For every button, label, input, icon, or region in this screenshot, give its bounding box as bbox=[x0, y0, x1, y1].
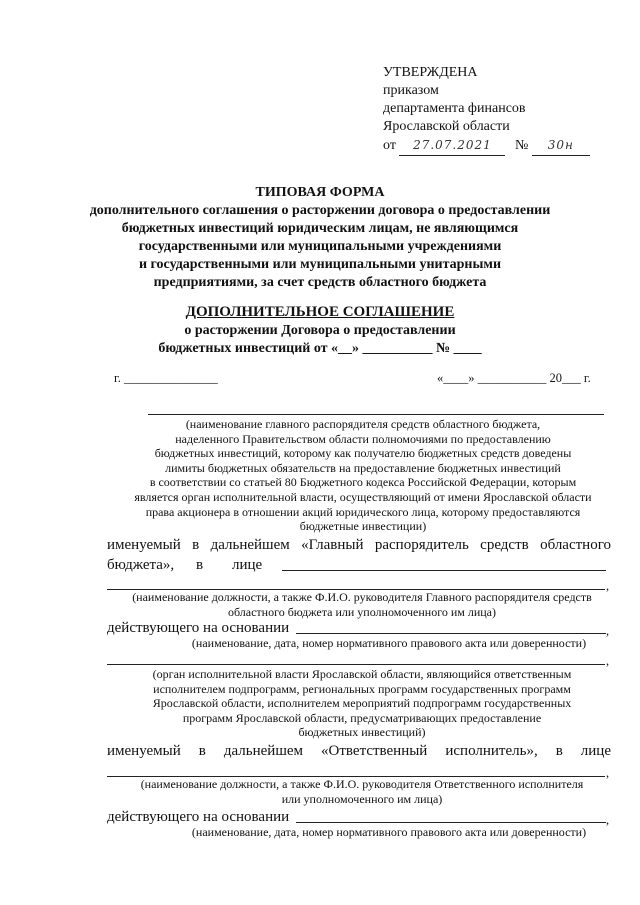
agreement-title-block bbox=[90, 303, 550, 358]
form-title-line: государственными или муниципальными учреждениями bbox=[138, 239, 502, 254]
form-title-line: бюджетных инвестиций юридическим лицам, не являющимся bbox=[121, 221, 519, 236]
approval-number-field bbox=[532, 136, 590, 156]
note-line: бюджетных инвестиций) bbox=[298, 725, 426, 740]
comma: , bbox=[606, 654, 610, 668]
basis-note-1: (наименование, дата, номер нормативного правового акта или доверенности) bbox=[191, 636, 587, 650]
approval-number-handwritten: 30н bbox=[547, 138, 574, 152]
comma: , bbox=[606, 813, 610, 827]
approval-number-label: № bbox=[514, 138, 529, 153]
blank-line-basis2 bbox=[296, 822, 606, 823]
note-line: бюджетные инвестиции) bbox=[299, 519, 427, 534]
note-line: в соответствии со статьей 80 Бюджетного кодекса Российской Федерации, которым bbox=[149, 475, 577, 490]
approval-from-label: от bbox=[383, 138, 396, 153]
note-line: (орган исполнительной власти Ярославской области, являющийся ответственным bbox=[152, 667, 572, 681]
approval-date-row bbox=[383, 136, 590, 156]
blank-line-main-distributor bbox=[148, 414, 604, 415]
named-main-line2-b: в bbox=[196, 557, 204, 573]
approval-date-field bbox=[399, 136, 505, 156]
comma: , bbox=[606, 766, 610, 780]
note-line: Ярославской области, исполнителем мероприятий подпрограмм государственных bbox=[152, 696, 572, 711]
approval-line-department: департамента финансов bbox=[383, 101, 526, 116]
note-line: (наименование должности, а также Ф.И.О. руководителя Ответственного исполнителя bbox=[140, 777, 584, 791]
responsible-note bbox=[107, 667, 617, 740]
note-line: программ Ярославской области, предусматривающих предоставление bbox=[182, 710, 542, 725]
acting-basis-label-1: действующего на основании bbox=[107, 620, 290, 636]
form-title-line: дополнительного соглашения о расторжении договора о предоставлении bbox=[89, 203, 551, 218]
note-line: или уполномоченного им лица) bbox=[281, 791, 443, 806]
agreement-subtitle-number: бюджетных инвестиций от «__» __________ № ____ bbox=[158, 341, 482, 356]
position-note-1 bbox=[107, 590, 617, 619]
note-line: областного бюджета или уполномоченного им лица) bbox=[227, 604, 497, 619]
basis-note-2: (наименование, дата, номер нормативного правового акта или доверенности) bbox=[191, 825, 587, 839]
approval-line-order: приказом bbox=[383, 83, 439, 98]
form-title bbox=[90, 184, 550, 292]
blank-line-person1a bbox=[282, 570, 606, 571]
note-line: является орган исполнительной власти, осуществляющий от имени Ярославской области bbox=[134, 489, 592, 504]
place-city: г. _______________ bbox=[114, 371, 218, 385]
note-line: (наименование должности, а также Ф.И.О. руководителя Главного распорядителя средств bbox=[132, 590, 592, 604]
note-line: бюджетных инвестиций, которому как получателю бюджетных средств доведены bbox=[154, 446, 572, 461]
approval-block bbox=[383, 64, 590, 156]
form-title-line: и государственными или муниципальными унитарными bbox=[138, 257, 502, 272]
form-title-heading: ТИПОВАЯ ФОРМА bbox=[255, 185, 385, 200]
comma: , bbox=[606, 579, 610, 593]
blank-line-responsible bbox=[107, 664, 605, 665]
comma: , bbox=[606, 624, 610, 638]
named-main-line2-a: бюджета», bbox=[107, 557, 175, 573]
agreement-title: ДОПОЛНИТЕЛЬНОЕ СОГЛАШЕНИЕ bbox=[185, 304, 455, 320]
place-date: «____» ___________ 20___ г. bbox=[437, 371, 591, 385]
approval-date-handwritten: 27.07.2021 bbox=[413, 138, 492, 152]
named-responsible: именуемый в дальнейшем «Ответственный исполнитель», в лице bbox=[107, 743, 611, 759]
agreement-subtitle: о расторжении Договора о предоставлении bbox=[184, 323, 456, 338]
note-line: (наименование главного распорядителя средств областного бюджета, bbox=[185, 417, 541, 431]
note-line: исполнителем подпрограмм, региональных программ государственных программ bbox=[153, 681, 571, 696]
named-main-line1: именуемый в дальнейшем «Главный распорядитель средств областного bbox=[107, 537, 611, 553]
approval-line-region: Ярославской области bbox=[383, 119, 510, 134]
form-title-line: предприятиями, за счет средств областного бюджета bbox=[153, 275, 487, 290]
position-note-2 bbox=[107, 777, 617, 806]
note-line: лимиты бюджетных обязательств на предоставление бюджетных инвестиций bbox=[165, 460, 561, 475]
main-distributor-note bbox=[108, 417, 618, 534]
blank-line-basis1 bbox=[296, 633, 606, 634]
named-main-line2-c: лице bbox=[232, 557, 263, 573]
note-line: права акционера в отношении акций юридического лица, которому предоставляются bbox=[145, 504, 581, 519]
acting-basis-label-2: действующего на основании bbox=[107, 809, 290, 825]
note-line: наделенного Правительством области полномочиями по предоставлению bbox=[175, 431, 551, 446]
approval-heading: УТВЕРЖДЕНА bbox=[383, 65, 478, 80]
